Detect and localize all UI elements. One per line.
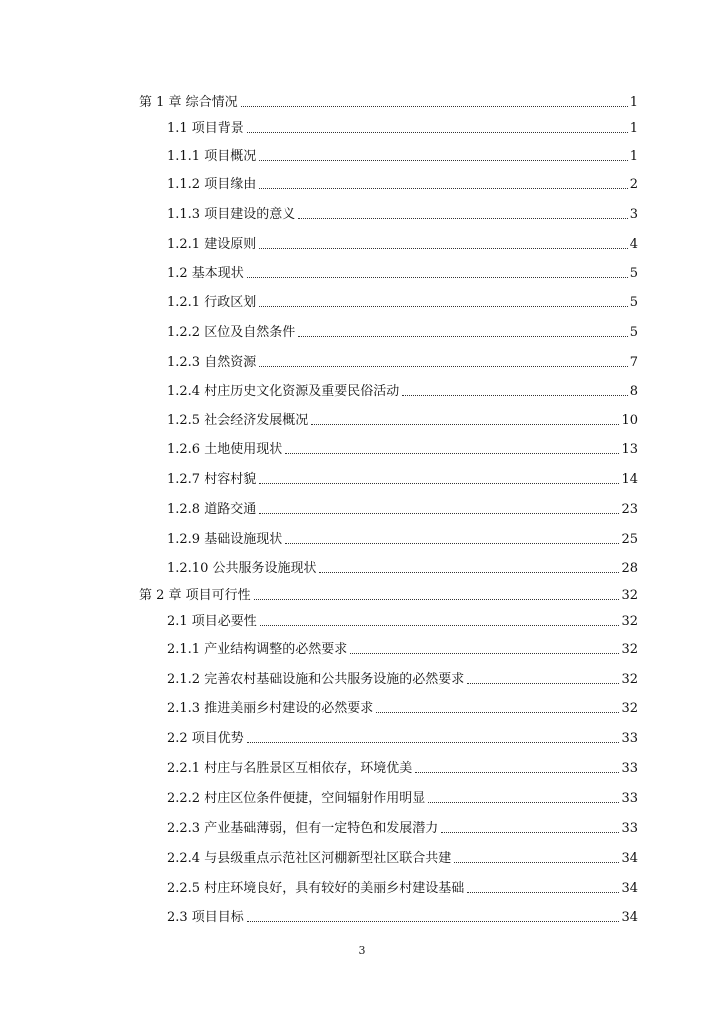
toc-entry-page: 34: [621, 851, 638, 866]
dot-leader: [259, 366, 628, 367]
toc-entry-page: 32: [621, 642, 638, 657]
toc-entry[interactable]: [167, 847, 638, 867]
dot-leader: [241, 106, 628, 107]
toc-entry-label: 2.2.2 村庄区位条件便捷，空间辐射作用明显: [167, 791, 426, 806]
dot-leader: [415, 772, 619, 773]
toc-entry-label: 2.2.4 与县级重点示范社区河棚新型社区联合共建: [167, 851, 452, 866]
toc-entry[interactable]: [167, 757, 638, 777]
toc-entry-label: 1.2.1 建设原则: [167, 237, 257, 252]
dot-leader: [350, 653, 619, 654]
toc-entry-page: 7: [629, 355, 638, 370]
toc-entry-page: 3: [629, 207, 638, 222]
toc-entry-label: 2.1.3 推进美丽乡村建设的必然要求: [167, 701, 374, 716]
toc-entry-page: 34: [621, 910, 638, 925]
dot-leader: [259, 513, 619, 514]
toc-entry-page: 32: [621, 614, 638, 629]
toc-entry-label: 1.1 项目背景: [167, 121, 244, 136]
toc-entry-page: 33: [621, 821, 638, 836]
dot-leader: [441, 832, 619, 833]
toc-entry[interactable]: [167, 173, 638, 193]
toc-entry-label: 1.1.1 项目概况: [167, 149, 257, 164]
toc-entry-page: 32: [621, 588, 638, 603]
toc-entry-page: 2: [629, 177, 638, 192]
toc-entry[interactable]: [167, 291, 638, 311]
toc-entry-page: 5: [629, 325, 638, 340]
toc-entry-label: 2.3 项目目标: [167, 910, 244, 925]
toc-entry[interactable]: [167, 877, 638, 897]
dot-leader: [259, 188, 628, 189]
toc-entry-label: 1.2.2 区位及自然条件: [167, 325, 296, 340]
dot-leader: [247, 277, 628, 278]
toc-entry-page: 14: [621, 472, 638, 487]
toc-entry[interactable]: [167, 233, 638, 253]
dot-leader: [311, 424, 619, 425]
toc-entry[interactable]: [167, 668, 638, 688]
toc-entry-page: 28: [621, 561, 638, 576]
toc-entry-page: 13: [621, 442, 638, 457]
toc-chapter-entry[interactable]: [139, 584, 638, 604]
toc-entry[interactable]: [167, 117, 638, 137]
toc-entry-page: 1: [629, 95, 638, 110]
dot-leader: [247, 742, 620, 743]
toc-entry-label: 1.2.6 土地使用现状: [167, 442, 283, 457]
toc-entry-page: 33: [621, 731, 638, 746]
toc-entry-label: 1.2.10 公共服务设施现状: [167, 561, 317, 576]
toc-entry[interactable]: [167, 380, 638, 400]
toc-chapter-entry[interactable]: [139, 91, 638, 111]
toc-entry-label: 2.1.1 产业结构调整的必然要求: [167, 642, 348, 657]
dot-leader: [376, 712, 619, 713]
toc-entry-label: 1.2.1 行政区划: [167, 295, 257, 310]
dot-leader: [254, 599, 620, 600]
page-number: 3: [358, 944, 366, 957]
toc-entry[interactable]: [167, 817, 638, 837]
dot-leader: [247, 921, 620, 922]
toc-entry-label: 1.2.8 道路交通: [167, 502, 257, 517]
toc-entry[interactable]: [167, 638, 638, 658]
toc-entry-label: 2.2 项目优势: [167, 731, 244, 746]
toc-entry[interactable]: [167, 528, 638, 548]
toc-entry-page: 33: [621, 791, 638, 806]
dot-leader: [298, 336, 628, 337]
toc-entry[interactable]: [167, 610, 638, 630]
dot-leader: [467, 892, 619, 893]
toc-entry[interactable]: [167, 468, 638, 488]
toc-entry-label: 2.2.3 产业基础薄弱，但有一定特色和发展潜力: [167, 821, 439, 836]
toc-entry-label: 第 2 章 项目可行性: [139, 588, 251, 603]
toc-entry[interactable]: [167, 697, 638, 717]
toc-entry[interactable]: [167, 145, 638, 165]
toc-entry-label: 2.1.2 完善农村基础设施和公共服务设施的必然要求: [167, 672, 465, 687]
dot-leader: [259, 160, 628, 161]
toc-entry-page: 32: [621, 701, 638, 716]
dot-leader: [402, 395, 628, 396]
toc-entry-label: 2.2.1 村庄与名胜景区互相依存，环境优美: [167, 761, 413, 776]
toc-entry-label: 1.2.5 社会经济发展概况: [167, 413, 309, 428]
toc-entry-page: 5: [629, 266, 638, 281]
dot-leader: [467, 683, 619, 684]
dot-leader: [319, 572, 619, 573]
dot-leader: [259, 306, 628, 307]
toc-entry-label: 2.2.5 村庄环境良好，具有较好的美丽乡村建设基础: [167, 881, 465, 896]
dot-leader: [428, 802, 619, 803]
toc-entry-label: 1.2.4 村庄历史文化资源及重要民俗活动: [167, 384, 400, 399]
dot-leader: [298, 218, 628, 219]
toc-entry-label: 1.2.3 自然资源: [167, 355, 257, 370]
toc-entry-page: 8: [629, 384, 638, 399]
toc-entry-page: 32: [621, 672, 638, 687]
dot-leader: [454, 862, 619, 863]
toc-entry-label: 1.1.3 项目建设的意义: [167, 207, 296, 222]
toc-entry-page: 10: [621, 413, 638, 428]
toc-entry-label: 1.2.7 村容村貌: [167, 472, 257, 487]
toc-entry-page: 33: [621, 761, 638, 776]
toc-entry-page: 1: [629, 149, 638, 164]
toc-entry-label: 1.2 基本现状: [167, 266, 244, 281]
toc-entry-label: 1.1.2 项目缘由: [167, 177, 257, 192]
toc-entry-label: 1.2.9 基础设施现状: [167, 532, 283, 547]
dot-leader: [259, 248, 628, 249]
toc-entry[interactable]: [167, 438, 638, 458]
toc-entry-page: 1: [629, 121, 638, 136]
toc-entry[interactable]: [167, 351, 638, 371]
toc-entry[interactable]: [167, 498, 638, 518]
toc-entry[interactable]: [167, 262, 638, 282]
dot-leader: [259, 483, 619, 484]
dot-leader: [285, 453, 619, 454]
toc-entry[interactable]: [167, 203, 638, 223]
toc-entry-page: 25: [621, 532, 638, 547]
toc-entry-label: 2.1 项目必要性: [167, 614, 257, 629]
toc-entry-label: 第 1 章 综合情况: [139, 95, 238, 110]
toc-entry[interactable]: [167, 321, 638, 341]
dot-leader: [247, 132, 628, 133]
toc-entry[interactable]: [167, 906, 638, 926]
toc-entry-page: 23: [621, 502, 638, 517]
toc-entry[interactable]: [167, 557, 638, 577]
toc-entry-page: 34: [621, 881, 638, 896]
toc-entry-page: 4: [629, 237, 638, 252]
toc-entry[interactable]: [167, 787, 638, 807]
toc-entry-page: 5: [629, 295, 638, 310]
dot-leader: [260, 625, 620, 626]
toc-entry[interactable]: [167, 727, 638, 747]
toc-entry[interactable]: [167, 409, 638, 429]
dot-leader: [285, 543, 619, 544]
